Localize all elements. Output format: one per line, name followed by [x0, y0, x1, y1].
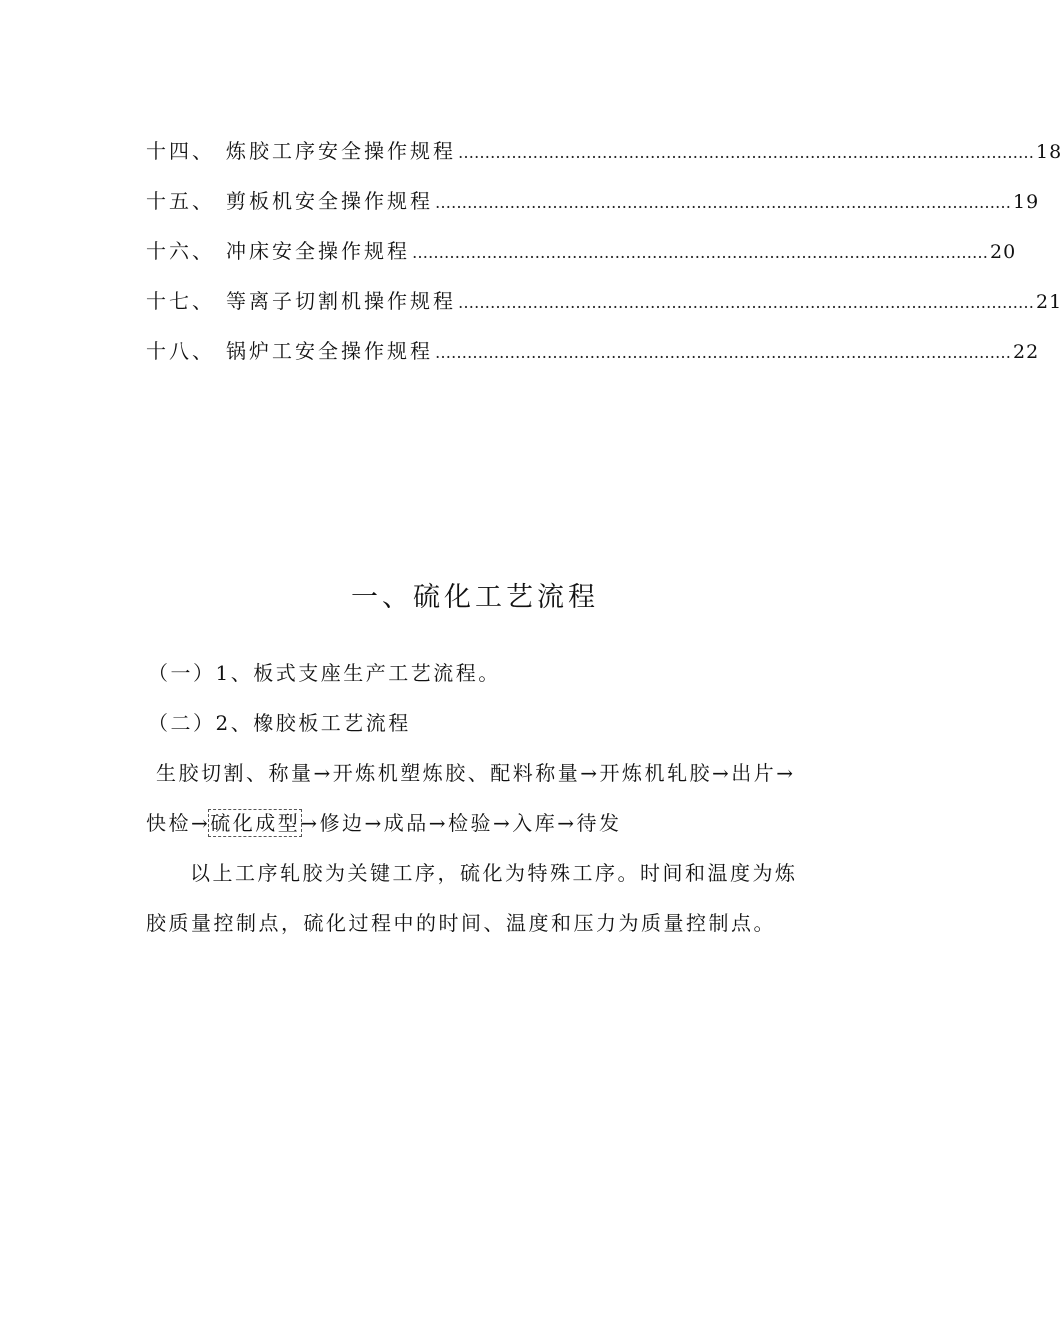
toc-entry[interactable] — [146, 283, 1062, 333]
toc-page-number: 21 — [1036, 291, 1062, 313]
flow-suffix: →修边→成品→检验→入库→待发 — [300, 811, 622, 835]
subsection-heading-2: （二）2、橡胶板工艺流程 — [148, 711, 411, 735]
toc-entry-title: 炼胶工序安全操作规程 — [226, 139, 456, 163]
toc-entry-number: 十四、 — [146, 139, 215, 163]
toc-entry[interactable] — [146, 183, 1040, 233]
toc-entry-number: 十七、 — [146, 289, 215, 313]
toc-page-number: 22 — [1013, 341, 1040, 363]
toc-dot-leader: ……………………………………………………………………………………………… — [435, 343, 1011, 362]
flow-prefix: 快检→ — [146, 811, 211, 835]
toc-entry-title: 冲床安全操作规程 — [226, 239, 410, 263]
toc-page-number: 19 — [1013, 191, 1040, 213]
toc-entry-number: 十五、 — [146, 189, 215, 213]
toc-entry[interactable] — [146, 333, 1040, 383]
toc-page-number: 18 — [1036, 141, 1062, 163]
toc-entry[interactable] — [146, 133, 1062, 183]
section-title: 一、硫化工艺流程 — [351, 582, 599, 613]
toc-dot-leader: ……………………………………………………………………………………………… — [458, 143, 1034, 162]
toc-entry-number: 十八、 — [146, 339, 215, 363]
toc-dot-leader: ……………………………………………………………………………………………… — [435, 193, 1011, 212]
vulcanization-step-boxed: 硫化成型 — [210, 811, 301, 835]
toc-entry-title: 锅炉工安全操作规程 — [226, 339, 433, 363]
table-of-contents — [146, 133, 1062, 383]
toc-entry-title: 等离子切割机操作规程 — [226, 289, 456, 313]
process-flow-line-1: 生胶切割、称量→开炼机塑炼胶、配料称量→开炼机轧胶→出片→ — [156, 761, 796, 785]
toc-entry-number: 十六、 — [146, 239, 215, 263]
process-flow-line-2 — [146, 807, 622, 839]
paragraph-line-2: 胶质量控制点，硫化过程中的时间、温度和压力为质量控制点。 — [146, 911, 776, 935]
toc-dot-leader: ……………………………………………………………………………………………… — [458, 293, 1034, 312]
toc-dot-leader: ……………………………………………………………………………………………… — [412, 243, 988, 262]
paragraph-line-1: 以上工序轧胶为关键工序，硫化为特殊工序。时间和温度为炼 — [190, 861, 798, 885]
toc-entry[interactable] — [146, 233, 1017, 283]
subsection-heading-1: （一）1、板式支座生产工艺流程。 — [148, 661, 501, 685]
toc-entry-title: 剪板机安全操作规程 — [226, 189, 433, 213]
toc-page-number: 20 — [990, 241, 1017, 263]
